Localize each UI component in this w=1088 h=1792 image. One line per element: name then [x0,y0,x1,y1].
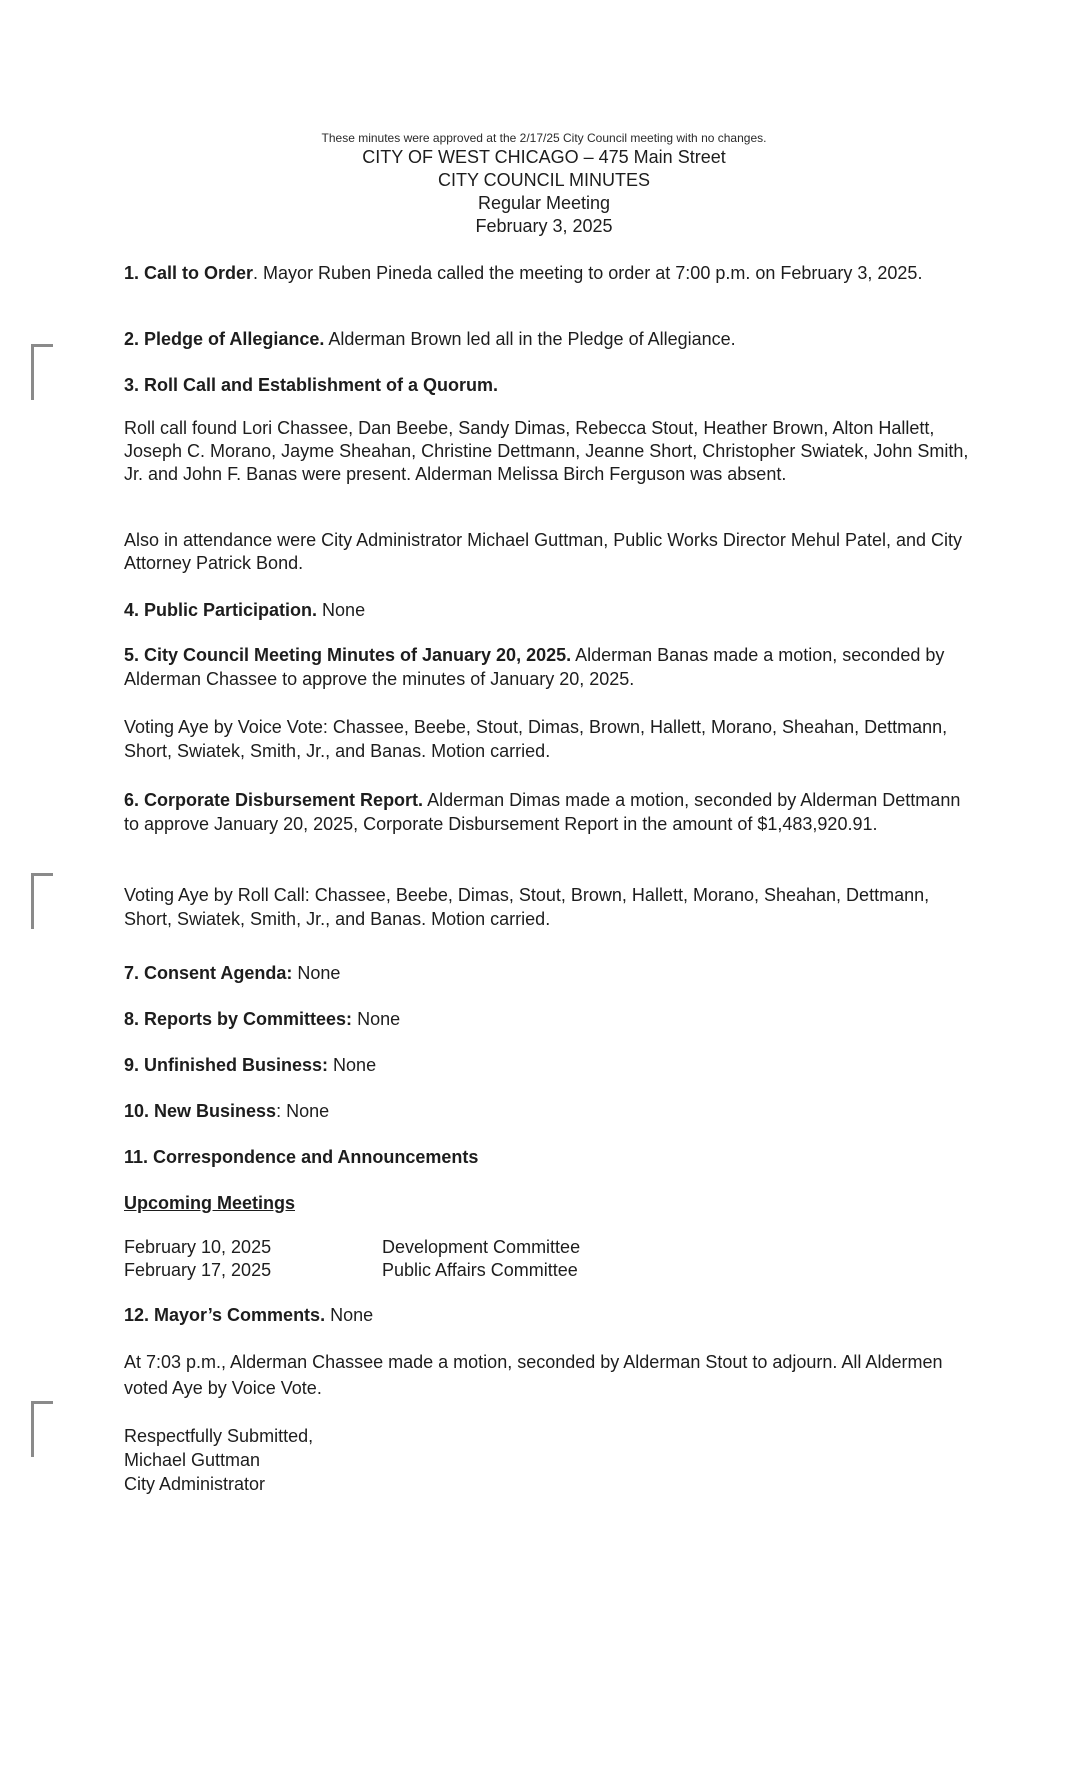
reports-heading: 8. Reports by Committees: [124,1009,353,1029]
item-new-business [124,1099,974,1123]
meeting-date-1: February 10, 2025 [124,1237,272,1257]
pledge-text: Alderman Brown led all in the Pledge of Allegiance. [324,329,736,349]
scan-corner-mark-1 [31,344,53,400]
pledge-heading: 2. Pledge of Allegiance. [124,329,325,349]
upcoming-meetings-heading: Upcoming Meetings [124,1193,296,1213]
reports-text: None [352,1009,401,1029]
upcoming-meetings-heading-block [124,1191,974,1215]
disbursement-heading: 6. Corporate Disbursement Report. [124,790,424,810]
item-call-to-order [124,261,974,285]
meeting-date: February 3, 2025 [475,216,613,236]
signature-title: City Administrator [124,1474,266,1494]
meeting-row [124,1235,974,1258]
minutes-heading: 5. City Council Meeting Minutes of January 20, 2025. [124,645,572,665]
upcoming-meetings-list [124,1235,974,1281]
item-reports [124,1007,974,1031]
meeting-row [124,1258,974,1281]
public-participation-text: None [317,600,366,620]
mayor-comments-heading: 12. Mayor’s Comments. [124,1305,326,1325]
item-minutes [124,643,974,691]
item-pledge [124,327,974,351]
item-roll-call-heading [124,373,974,397]
mayor-comments-text: None [325,1305,374,1325]
signature-closing: Respectfully Submitted, [124,1426,314,1446]
call-to-order-text: . Mayor Ruben Pineda called the meeting to order at 7:00 p.m. on February 3, 2025. [253,263,923,283]
minutes-text: Alderman Banas made a motion, seconded by Alderman Chassee to approve the minutes of January 20, 2025. [124,645,945,689]
scan-corner-mark-3 [31,1401,53,1457]
city-line: CITY OF WEST CHICAGO – 475 Main Street [362,147,726,167]
meeting-name-2: Public Affairs Committee [382,1260,578,1280]
meeting-date-2: February 17, 2025 [124,1260,272,1280]
adjourn-paragraph [124,1349,974,1401]
new-business-heading: 10. New Business [124,1101,277,1121]
item-unfinished [124,1053,974,1077]
unfinished-text: None [328,1055,377,1075]
disbursement-vote-text: Voting Aye by Roll Call: Chassee, Beebe, Dimas, Stout, Brown, Hallett, Morano, Sheahan, Dettmann, Short, Swiatek, Smith, Jr., and Banas. Motion carried. [124,885,930,929]
item-disbursement [124,788,974,836]
adjourn-text: At 7:03 p.m., Alderman Chassee made a motion, seconded by Alderman Stout to adjourn. All Aldermen voted Aye by Voice Vote. [124,1352,943,1398]
item-public-participation [124,598,974,622]
disbursement-text: Alderman Dimas made a motion, seconded by Alderman Dettmann to approve January 20, 2025, Corporate Disbursement Report in the amount of $1,483,920.91. [124,790,961,834]
signature-name: Michael Guttman [124,1450,261,1470]
meeting-type: Regular Meeting [477,193,611,213]
minutes-vote-text: Voting Aye by Voice Vote: Chassee, Beebe, Stout, Dimas, Brown, Hallett, Morano, Sheahan, Dettmann, Short, Swiatek, Smith, Jr., and Banas. Motion carried. [124,717,948,761]
consent-agenda-heading: 7. Consent Agenda: [124,963,293,983]
unfinished-heading: 9. Unfinished Business: [124,1055,329,1075]
item-correspondence [124,1145,974,1169]
call-to-order-heading: 1. Call to Order [124,263,254,283]
roll-call-attendance-text: Also in attendance were City Administrator Michael Guttman, Public Works Director Mehul Patel, and City Attorney Patrick Bond. [124,530,963,573]
roll-call-present-text: Roll call found Lori Chassee, Dan Beebe, Sandy Dimas, Rebecca Stout, Heather Brown, Alton Hallett, Joseph C. Morano, Jayme Sheahan, Christine Dettmann, Jeanne Short, Christopher Swiatek, John Smith, Jr. and John F. Banas were present. Alderman Melissa Birch Ferguson was absent. [124,418,969,484]
meeting-name-1: Development Committee [382,1237,581,1257]
item-consent-agenda [124,961,974,985]
new-business-text: : None [276,1101,330,1121]
minutes-vote [124,715,974,763]
roll-call-present [124,417,974,486]
public-participation-heading: 4. Public Participation. [124,600,318,620]
scan-corner-mark-2 [31,873,53,929]
signature-block [124,1424,974,1496]
consent-agenda-text: None [292,963,341,983]
correspondence-heading: 11. Correspondence and Announcements [124,1147,479,1167]
disbursement-vote [124,883,974,931]
roll-call-heading: 3. Roll Call and Establishment of a Quorum. [124,375,499,395]
approval-note: These minutes were approved at the 2/17/25 City Council meeting with no changes. [321,131,767,145]
roll-call-attendance [124,529,974,575]
item-mayor-comments [124,1303,974,1327]
document-title: CITY COUNCIL MINUTES [437,170,651,190]
